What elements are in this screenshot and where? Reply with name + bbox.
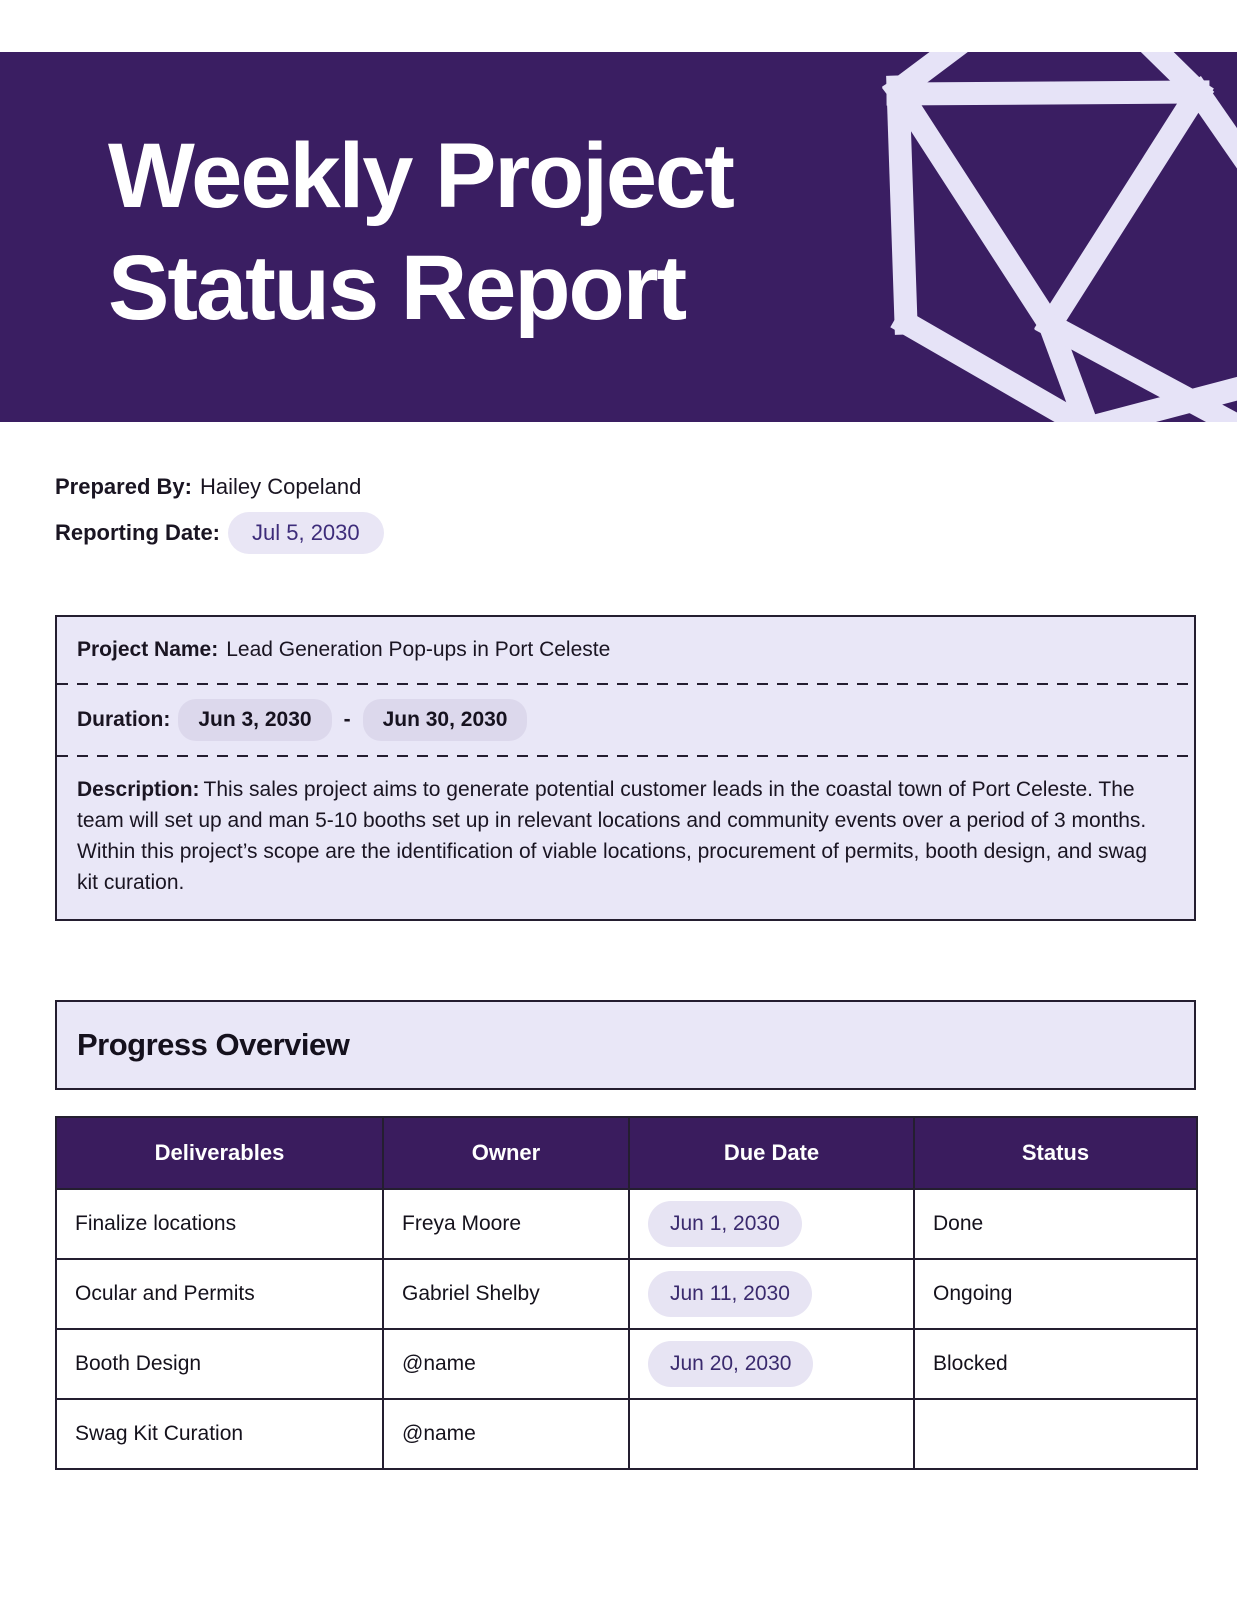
owner-cell: Gabriel Shelby xyxy=(383,1259,629,1329)
section-title: Progress Overview xyxy=(77,1027,350,1062)
project-description xyxy=(57,757,1194,919)
duration-separator: - xyxy=(343,708,351,731)
due-date-cell xyxy=(629,1399,914,1469)
page-title-line1: Weekly Project xyxy=(108,125,733,227)
duration-start-pill: Jun 3, 2030 xyxy=(178,699,331,741)
deliverable-cell: Ocular and Permits xyxy=(56,1259,383,1329)
prepared-by-value: Hailey Copeland xyxy=(199,474,362,499)
reporting-date-label: Reporting Date: xyxy=(55,520,220,545)
progress-overview-section xyxy=(55,1000,1196,1090)
column-header-due-date: Due Date xyxy=(629,1117,914,1189)
project-duration-row xyxy=(57,685,1194,755)
deliverable-cell: Swag Kit Curation xyxy=(56,1399,383,1469)
hero-banner xyxy=(0,52,1237,422)
progress-table xyxy=(55,1116,1198,1470)
due-date-pill: Jun 1, 2030 xyxy=(648,1201,802,1247)
duration-label: Duration: xyxy=(77,708,171,731)
status-cell: Done xyxy=(914,1189,1197,1259)
report-meta xyxy=(55,472,1196,554)
project-info-box xyxy=(55,615,1196,921)
status-cell: Blocked xyxy=(914,1329,1197,1399)
due-date-cell xyxy=(629,1189,914,1259)
status-cell: Ongoing xyxy=(914,1259,1197,1329)
page-title xyxy=(108,120,733,344)
duration-end-pill: Jun 30, 2030 xyxy=(363,699,528,741)
owner-cell: Freya Moore xyxy=(383,1189,629,1259)
status-cell xyxy=(914,1399,1197,1469)
due-date-pill: Jun 20, 2030 xyxy=(648,1341,813,1387)
owner-cell: @name xyxy=(383,1329,629,1399)
project-name-label: Project Name: xyxy=(77,638,219,661)
reporting-date-pill: Jul 5, 2030 xyxy=(228,512,384,554)
reporting-date-line xyxy=(55,512,1196,554)
due-date-pill: Jun 11, 2030 xyxy=(648,1271,812,1317)
column-header-status: Status xyxy=(914,1117,1197,1189)
description-value: This sales project aims to generate potential customer leads in the coastal town of Port Celeste. The team will set up and man 5-10 booths set up in relevant locations and community events over a period of 3 months. Within this project’s scope are the identification of viable locations, procurement of permits, booth design, and swag kit curation. xyxy=(77,778,1148,894)
description-label: Description: xyxy=(77,778,200,801)
owner-cell: @name xyxy=(383,1399,629,1469)
due-date-cell xyxy=(629,1329,914,1399)
table-row xyxy=(56,1259,1197,1329)
project-name-row xyxy=(57,617,1194,683)
prepared-by-line xyxy=(55,472,1196,502)
due-date-cell xyxy=(629,1259,914,1329)
project-name-value: Lead Generation Pop-ups in Port Celeste xyxy=(226,638,611,661)
deliverable-cell: Finalize locations xyxy=(56,1189,383,1259)
prepared-by-label: Prepared By: xyxy=(55,474,192,499)
table-row xyxy=(56,1189,1197,1259)
gem-icon xyxy=(860,52,1237,422)
column-header-deliverables: Deliverables xyxy=(56,1117,383,1189)
deliverable-cell: Booth Design xyxy=(56,1329,383,1399)
page-title-line2: Status Report xyxy=(108,237,686,339)
table-header-row xyxy=(56,1117,1197,1189)
column-header-owner: Owner xyxy=(383,1117,629,1189)
table-row xyxy=(56,1329,1197,1399)
table-row xyxy=(56,1399,1197,1469)
